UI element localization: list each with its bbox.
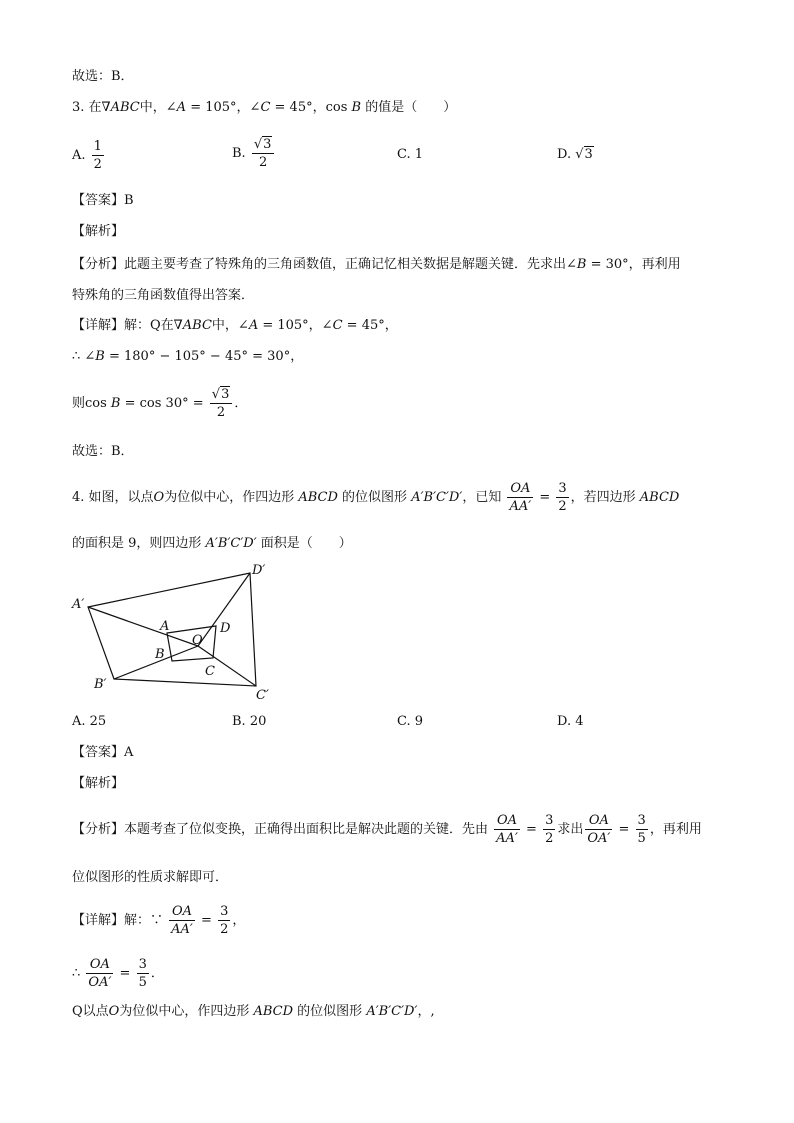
conclusion-line-1: 故选：B．: [72, 69, 134, 84]
label-b1: B′: [94, 677, 107, 692]
label-d1: D′: [252, 563, 266, 578]
q4-detail-1: 【详解】解：∵ $\frac{OA}{AA'}$ = $\frac{3}{2}$ ，: [72, 904, 246, 937]
q4-option-c: C. 9: [397, 714, 424, 729]
q4-option-d: D. 4: [557, 714, 584, 729]
label-d: D: [220, 621, 231, 636]
q4-analysis-text-1: 【分析】本题考查了位似变换，正确得出面积比是解决此题的关键．先由 $\frac{OA}{AA'}$ = $\frac{3}{2}$ 求出 $\frac{OA}{OA'}$ = $\frac{3}{5}$ ，再利用: [72, 813, 702, 846]
q3-detail-3: 则cos B = cos 30° = $\frac{√3}{2}$ ．: [72, 387, 248, 420]
q3-conclusion: 故选：B．: [72, 444, 134, 459]
label-o: O: [192, 633, 203, 648]
q4-answer: 【答案】A: [72, 745, 134, 760]
ray-oa1: [88, 607, 198, 646]
label-a: A: [160, 619, 170, 634]
q3-option-a: A. $\frac{1}{2}$: [72, 139, 102, 172]
q3-option-b: B. $\frac{√3}{2}$: [232, 136, 276, 171]
q3-answer: 【答案】B: [72, 193, 134, 208]
q3-option-c: C. 1: [397, 147, 424, 162]
label-c: C: [205, 664, 215, 679]
q3-detail-1: 【详解】解：Q在∇ABC中，∠A = 105°，∠C = 45°，: [72, 318, 398, 333]
q4-analysis-text-2: 位似图形的性质求解即可．: [72, 870, 229, 885]
q4-option-b: B. 20: [232, 714, 267, 729]
q3-analysis-heading: 【解析】: [72, 224, 125, 239]
q4-option-a: A. 25: [72, 714, 107, 729]
label-c1: C′: [256, 688, 269, 703]
label-a1: A′: [72, 597, 85, 612]
q3-analysis-text-1: 【分析】此题主要考查了特殊角的三角函数值，正确记忆相关数据是解题关键．先求出∠B = 30°，再利用: [72, 257, 681, 272]
q3-analysis-text-2: 特殊角的三角函数值得出答案．: [72, 288, 255, 303]
q3-detail-2: ∴ ∠B = 180° − 105° − 45° = 30°，: [72, 349, 304, 364]
homothety-figure: [68, 560, 278, 705]
q3-option-d: D. √3: [557, 147, 593, 162]
question-3-stem: 3. 在∇ABC中，∠A = 105°，∠C = 45°，cos B 的值是（ ）: [72, 100, 457, 115]
label-b: B: [155, 647, 165, 662]
question-4-stem-1: 4. 如图，以点O为位似中心，作四边形 ABCD 的位似图形 A′B′C′D′，已知 $\frac{OA}{AA'}$ = $\frac{3}{2}$ ，若四边形 ABCD: [72, 481, 680, 514]
q4-detail-2: ∴ $\frac{OA}{OA'}$ = $\frac{3}{5}$ ．: [72, 957, 164, 990]
q4-detail-3: Q以点O为位似中心，作四边形 ABCD 的位似图形 A′B′C′D′，,: [72, 1004, 435, 1019]
q4-analysis-heading: 【解析】: [72, 776, 125, 791]
question-4-stem-2: 的面积是 9，则四边形 A′B′C′D′ 面积是（ ）: [72, 536, 352, 551]
